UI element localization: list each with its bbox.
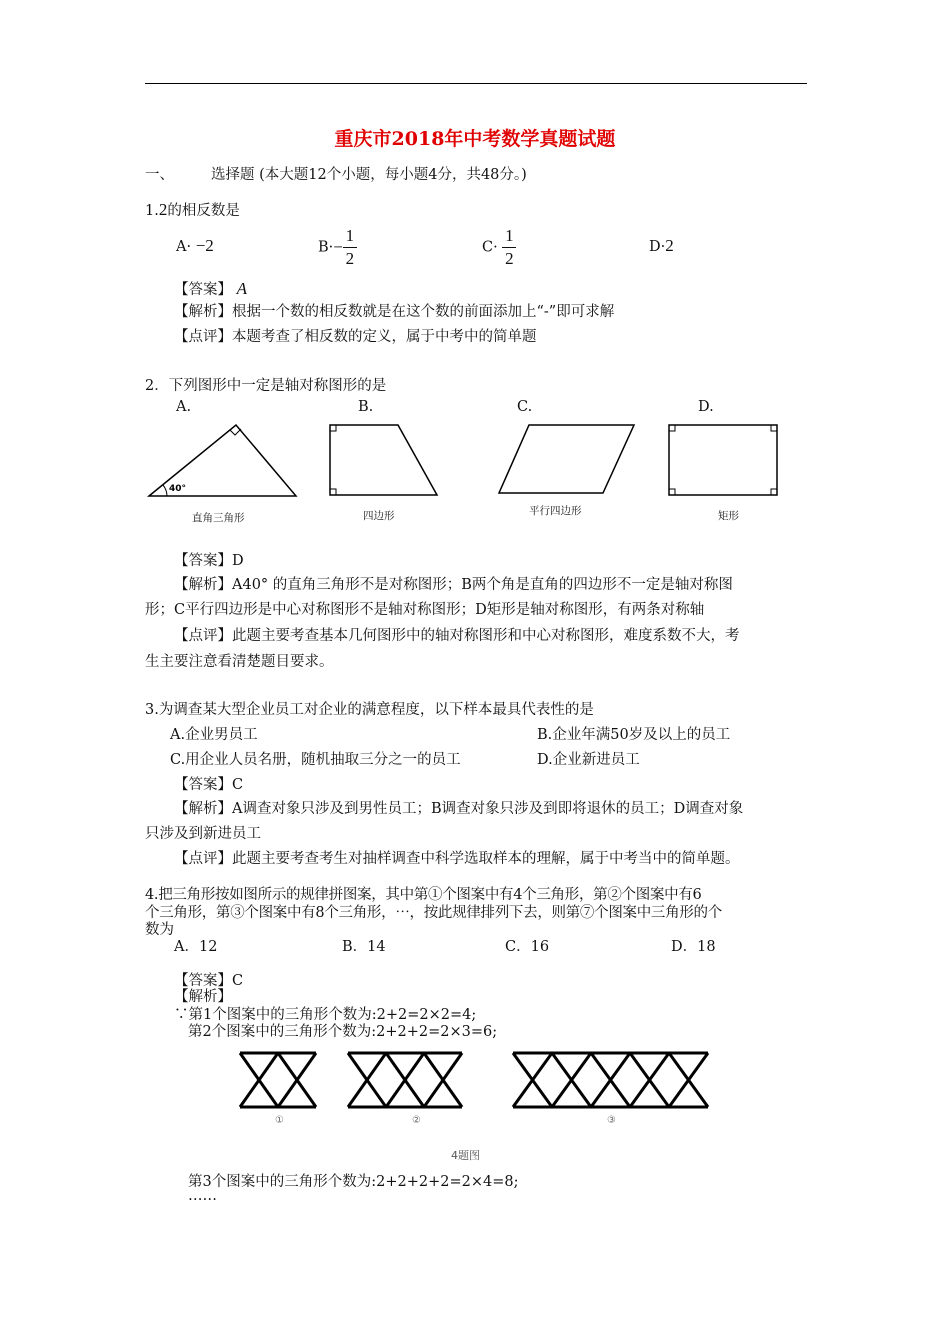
q4-pattern-figure [0, 1045, 950, 1115]
q2-label-a: A. [176, 399, 192, 415]
q1-option-a [176, 236, 214, 256]
pattern-label-1: ① [275, 1115, 284, 1126]
q2-label-d: D. [698, 399, 714, 415]
q4-answer: 【答案】C [174, 973, 244, 989]
triangle-pattern-group [240, 1053, 708, 1107]
q1-option-a-label: A· [176, 239, 192, 255]
q2-analysis-line-2: 形；C平行四边形是中心对称图形不是轴对称图形；D矩形是轴对称图形，有两条对称轴 [145, 602, 705, 618]
q4-line-1: ∵第1个图案中的三角形个数为:2+2=2×2=4; [174, 1007, 477, 1023]
section-text: 选择题 (本大题12个小题，每小题4分，共48分。) [211, 167, 527, 183]
q2-analysis-line-1: 【解析】A40° 的直角三角形不是对称图形；B两个角是直角的四边形不一定是轴对称图 [174, 577, 733, 593]
caption-parallelogram: 平行四边形 [529, 505, 582, 517]
triangle-pattern-1 [240, 1053, 316, 1107]
q1-option-b [318, 226, 357, 269]
q1-option-c-denominator: 2 [505, 249, 514, 268]
q1-option-d [649, 236, 674, 256]
q2-stem: 2．下列图形中一定是轴对称图形的是 [145, 378, 387, 394]
q2-label-c: C. [517, 399, 533, 415]
triangle-pattern-lines [348, 1053, 462, 1107]
document-title: 重庆市2018年中考数学真题试题 [334, 128, 616, 150]
q1-comment: 【点评】本题考查了相反数的定义，属于中考中的简单题 [174, 329, 537, 345]
fraction-bar [343, 247, 357, 248]
q1-option-b-sign: − [333, 237, 343, 257]
q3-comment: 【点评】此题主要考查考生对抽样调查中科学选取样本的理解，属于中考当中的简单题。 [174, 851, 740, 867]
q1-math: 2 [158, 200, 168, 219]
q2-shapes-figure [0, 415, 950, 530]
fraction-bar [502, 247, 516, 248]
q1-option-d-value: 2 [665, 236, 674, 255]
q4-stem-line-3: 数为 [145, 922, 174, 938]
triangle-pattern-3 [513, 1053, 708, 1107]
q1-answer [174, 278, 247, 299]
q3-option-c: C.用企业人员名册，随机抽取三分之一的员工 [170, 752, 461, 768]
q1-option-c [482, 226, 516, 269]
q4-analysis-tag: 【解析】 [174, 989, 232, 1005]
q4-line-2: 第2个图案中的三角形个数为:2+2+2=2×3=6; [188, 1024, 498, 1040]
q2-comment-line-1: 【点评】此题主要考查基本几何图形中的轴对称图形和中心对称图形，难度系数不大，考 [174, 628, 740, 644]
q2-label-b: B. [358, 399, 374, 415]
q2-answer: 【答案】D [174, 553, 244, 569]
q3-option-a: A.企业男员工 [170, 727, 258, 743]
q4-stem-line-1: 4.把三角形按如图所示的规律拼图案，其中第①个图案中有4个三角形，第②个图案中有6 [145, 887, 702, 903]
q3-analysis-line-2: 只涉及到新进员工 [145, 826, 261, 842]
rectangle-shape [669, 425, 777, 495]
q4-figure-caption: 4题图 [451, 1149, 480, 1162]
q3-stem: 3.为调查某大型企业员工对企业的满意程度，以下样本最具代表性的是 [145, 702, 594, 718]
q3-analysis-line-1: 【解析】A调查对象只涉及到男性员工；B调查对象只涉及到即将退休的员工；D调查对象 [174, 801, 744, 817]
q1-option-a-value: −2 [195, 236, 214, 255]
q1-number: 1. [145, 203, 159, 219]
q4-line-3: 第3个图案中的三角形个数为:2+2+2+2=2×4=8; [188, 1174, 519, 1190]
parallelogram-shape [499, 425, 634, 493]
q1-option-d-label: D· [649, 239, 666, 255]
triangle-pattern-2 [348, 1053, 462, 1107]
quadrilateral-shape [330, 425, 437, 495]
caption-quadrilateral: 四边形 [363, 510, 395, 522]
q1-option-b-fraction [343, 226, 357, 269]
q3-option-d: D.企业新进员工 [537, 752, 640, 768]
pattern-label-2: ② [412, 1115, 421, 1126]
section-number: 一、 [145, 167, 174, 183]
caption-rectangle: 矩形 [718, 510, 739, 522]
q4-option-d: D．18 [671, 939, 716, 955]
q1-option-b-denominator: 2 [345, 249, 355, 268]
q1-option-c-fraction [502, 226, 516, 269]
q4-option-b: B．14 [342, 939, 386, 955]
q1-answer-tag: 【答案】 [174, 282, 232, 298]
q4-option-c: C．16 [505, 939, 550, 955]
q1-stem-text: 的相反数是 [167, 203, 240, 219]
caption-right-triangle: 直角三角形 [192, 512, 245, 524]
q3-option-b: B.企业年满50岁及以上的员工 [537, 727, 731, 743]
q1-option-b-numerator: 1 [345, 226, 355, 245]
q1-option-c-numerator: 1 [505, 226, 514, 245]
q4-ellipsis: …… [188, 1188, 217, 1204]
q1-analysis: 【解析】根据一个数的相反数就是在这个数的前面添加上“-”即可求解 [174, 304, 615, 320]
pattern-label-3: ③ [607, 1115, 616, 1126]
triangle-pattern-lines [513, 1053, 708, 1107]
q3-answer: 【答案】C [174, 777, 244, 793]
section-heading [145, 163, 527, 184]
q1-stem [145, 199, 240, 220]
header-rule [145, 83, 807, 84]
q1-option-c-label: C· [482, 239, 498, 256]
triangle-pattern-lines [240, 1053, 316, 1107]
q2-comment-line-2: 生主要注意看清楚题目要求。 [145, 654, 334, 670]
q4-stem-line-2: 个三角形，第③个图案中有8个三角形，⋯，按此规律排列下去，则第⑦个图案中三角形的个 [145, 905, 722, 921]
q1-option-b-label: B· [318, 239, 334, 256]
q4-option-a: A．12 [174, 939, 218, 955]
q1-answer-value: A [236, 279, 247, 298]
angle-label: 40° [169, 484, 187, 494]
